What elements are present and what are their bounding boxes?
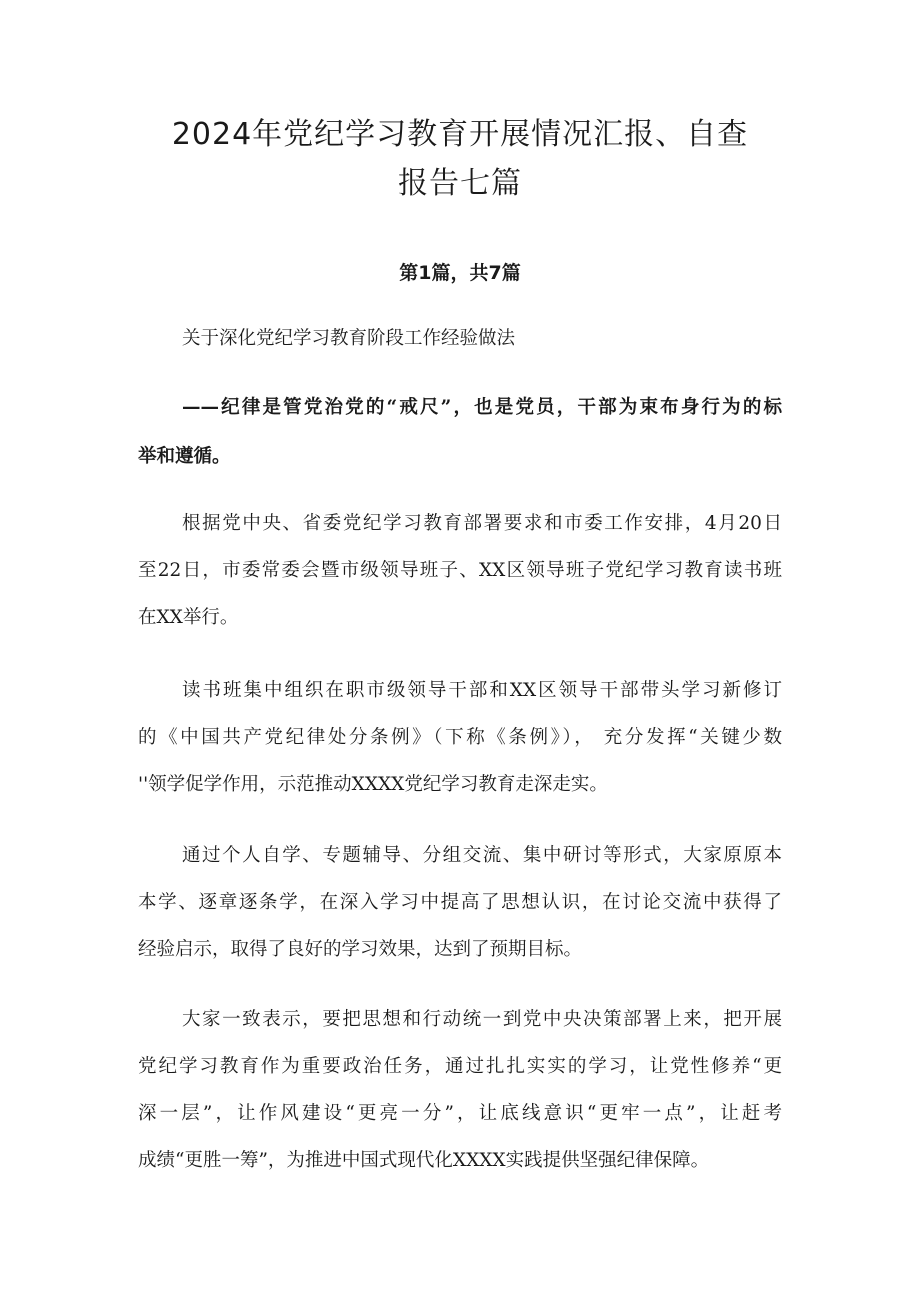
paragraph-4-line-3: 深一层”，让作风建设“更亮一分”，让底线意识“更牢一点”，让赶考 xyxy=(138,1103,782,1124)
paragraph-2-line-2: 的《中国共产党纪律处分条例》（下称《条例》）， 充分发挥“关键少数 xyxy=(138,727,782,748)
paragraph-3-line-2: 本学、逐章逐条学，在深入学习中提高了思想认识，在讨论交流中获得了 xyxy=(138,892,782,913)
paragraph-4-line-4: 成绩“更胜一筹”，为推进中国式现代化XXXX实践提供坚强纪律保障。 xyxy=(138,1150,710,1171)
section-heading: 关于深化党纪学习教育阶段工作经验做法 xyxy=(182,328,516,349)
subtitle-line-1: ——纪律是管党治党的“戒尺”，也是党员，干部为束布身行为的标 xyxy=(182,397,782,418)
paragraph-1-line-1: 根据党中央、省委党纪学习教育部署要求和市委工作安排，4月20日 xyxy=(182,513,782,534)
paragraph-1-line-2: 至22日，市委常委会暨市级领导班子、XX区领导班子党纪学习教育读书班 xyxy=(138,560,782,581)
paragraph-2-line-3: ''领学促学作用，示范推动XXXX党纪学习教育走深走实。 xyxy=(138,774,608,795)
paragraph-2-line-1: 读书班集中组织在职市级领导干部和XX区领导干部带头学习新修订 xyxy=(182,680,782,701)
paragraph-3-line-1: 通过个人自学、专题辅导、分组交流、集中研讨等形式，大家原原本 xyxy=(182,845,782,866)
paragraph-4-line-2: 党纪学习教育作为重要政治任务，通过扎扎实实的学习，让党性修养“更 xyxy=(138,1056,782,1077)
paragraph-1-line-3: 在XX举行。 xyxy=(138,607,239,628)
part-label: 第1篇，共7篇 xyxy=(399,262,521,284)
subtitle-line-2: 举和遵循。 xyxy=(138,446,231,467)
paragraph-3-line-3: 经验启示，取得了良好的学习效果，达到了预期目标。 xyxy=(138,939,583,960)
paragraph-4-line-1: 大家一致表示，要把思想和行动统一到党中央决策部署上来，把开展 xyxy=(182,1009,782,1030)
document-title-line-2: 报告七篇 xyxy=(398,166,522,201)
document-title-line-1: 2024年党纪学习教育开展情况汇报、自查 xyxy=(171,117,749,152)
